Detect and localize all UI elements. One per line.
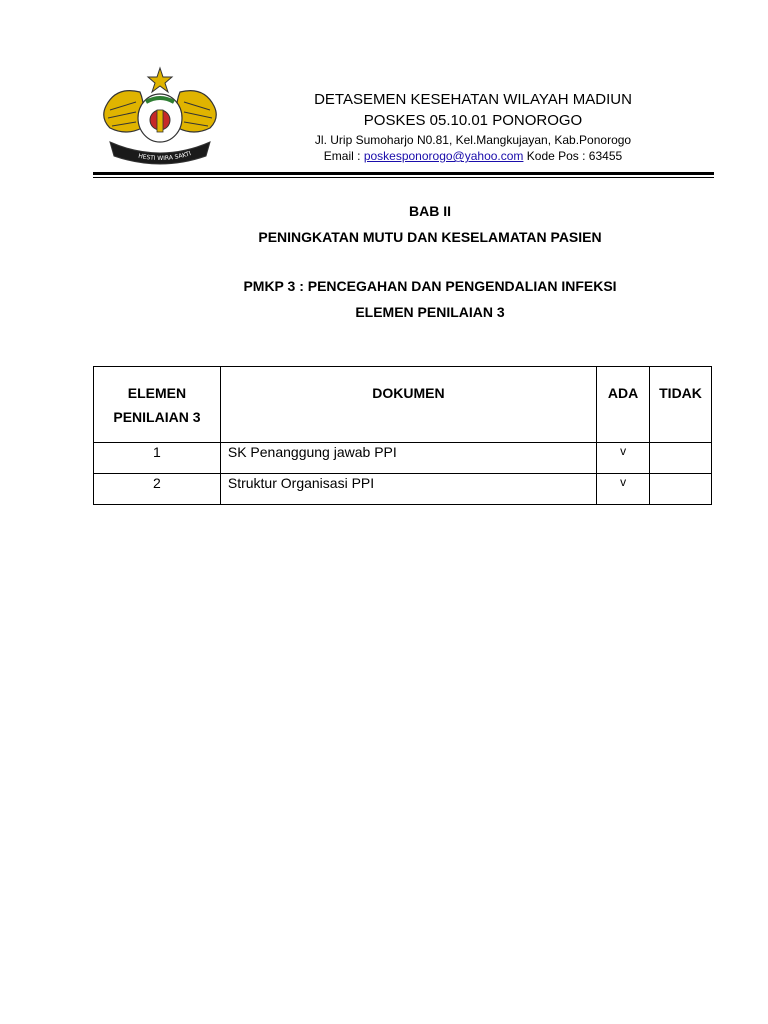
row-ada: v	[597, 443, 650, 474]
standard-title: PMKP 3 : PENCEGAHAN DAN PENGENDALIAN INFEKSI	[243, 278, 617, 294]
chapter-title: BAB II	[409, 203, 451, 219]
row-number: 1	[94, 443, 221, 474]
table-header-row	[94, 367, 712, 443]
table-row	[94, 443, 712, 474]
unit-name: POSKES 05.10.01 PONOROGO	[363, 112, 583, 129]
row-tidak	[650, 443, 712, 474]
email-line	[260, 148, 686, 164]
header-ada: ADA	[597, 367, 650, 443]
row-tidak	[650, 474, 712, 505]
row-document: SK Penanggung jawab PPI	[220, 443, 596, 474]
email-label: Email :	[323, 149, 364, 163]
header-element-line2: PENILAIAN 3	[113, 409, 201, 425]
address: Jl. Urip Sumoharjo N0.81, Kel.Mangkujayan, Kab.Ponorogo	[314, 133, 632, 147]
header-divider-thin	[93, 177, 714, 178]
email-link[interactable]: poskesponorogo@yahoo.com	[363, 149, 524, 163]
header-divider-thick	[93, 172, 714, 175]
row-ada: v	[597, 474, 650, 505]
header-element	[94, 367, 221, 443]
element-title: ELEMEN PENILAIAN 3	[355, 304, 505, 320]
subject-title: PENINGKATAN MUTU DAN KESELAMATAN PASIEN	[258, 229, 602, 245]
letterhead	[260, 90, 686, 164]
table-row	[94, 474, 712, 505]
row-number: 2	[94, 474, 221, 505]
header-tidak: TIDAK	[650, 367, 712, 443]
header-document: DOKUMEN	[220, 367, 596, 443]
emblem-logo	[96, 66, 224, 166]
row-document: Struktur Organisasi PPI	[220, 474, 596, 505]
svg-text:HESTI WIRA SAKTI: HESTI WIRA SAKTI	[137, 150, 192, 163]
postal-code: Kode Pos : 63455	[523, 149, 623, 163]
header-element-line1: ELEMEN	[127, 385, 187, 401]
org-name: DETASEMEN KESEHATAN WILAYAH MADIUN	[314, 91, 632, 108]
emblem-icon	[96, 66, 224, 166]
assessment-table	[93, 366, 712, 505]
